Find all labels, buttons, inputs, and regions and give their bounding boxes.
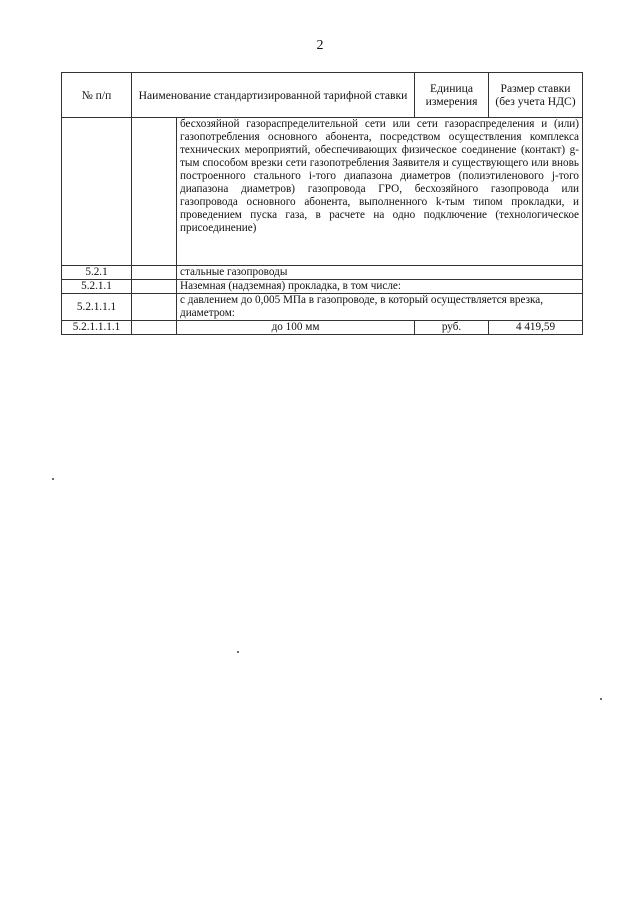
row-text: стальные газопроводы — [177, 266, 583, 280]
table-row — [62, 266, 583, 280]
tariff-table — [61, 72, 583, 335]
header-unit: Единица измерения — [415, 73, 489, 118]
row-text: с давлением до 0,005 МПа в газопроводе, в который осуществляется врезка, диаметром: — [177, 294, 583, 321]
header-name: Наименование стандартизированной тарифной ставки — [132, 73, 415, 118]
header-rate: Размер ставки (без учета НДС) — [489, 73, 583, 118]
row-text: до 100 мм — [177, 321, 415, 335]
table-row — [62, 294, 583, 321]
cell-indent — [132, 118, 177, 266]
cell-num — [62, 118, 132, 266]
row-num: 5.2.1.1.1.1 — [62, 321, 132, 335]
scan-speck — [237, 651, 239, 653]
continuation-text: бесхозяйной газораспределительной сети или сети газораспределения и (или) газопотребления основного абонента, посредством осуществления комплекса технических мероприятий, обеспечивающих физическое соединение (контакт) g-тым способом врезки сети газопотребления Заявителя и существующего или вновь построенного стального i-того диапазона диаметров (полиэтиленового j-того диапазона диаметров) газопровода ГРО, бесхозяйного газопровода или газопровода основного абонента, выполненного k-тым типом прокладки, и проведением пуска газа, в расчете на одно подключение (технологическое присоединение) — [177, 118, 583, 266]
header-num: № п/п — [62, 73, 132, 118]
row-num: 5.2.1.1.1 — [62, 294, 132, 321]
cell-indent — [132, 321, 177, 335]
table-row — [62, 280, 583, 294]
row-text: Наземная (надземная) прокладка, в том числе: — [177, 280, 583, 294]
page-number: 2 — [316, 38, 324, 53]
row-value: 4 419,59 — [489, 321, 583, 335]
table-row — [62, 321, 583, 335]
table-row-continuation — [62, 118, 583, 266]
cell-indent — [132, 294, 177, 321]
row-num: 5.2.1.1 — [62, 280, 132, 294]
scan-speck — [600, 698, 602, 700]
table-header-row — [62, 73, 583, 118]
scan-speck — [52, 478, 54, 480]
row-num: 5.2.1 — [62, 266, 132, 280]
cell-indent — [132, 266, 177, 280]
row-unit: руб. — [415, 321, 489, 335]
cell-indent — [132, 280, 177, 294]
